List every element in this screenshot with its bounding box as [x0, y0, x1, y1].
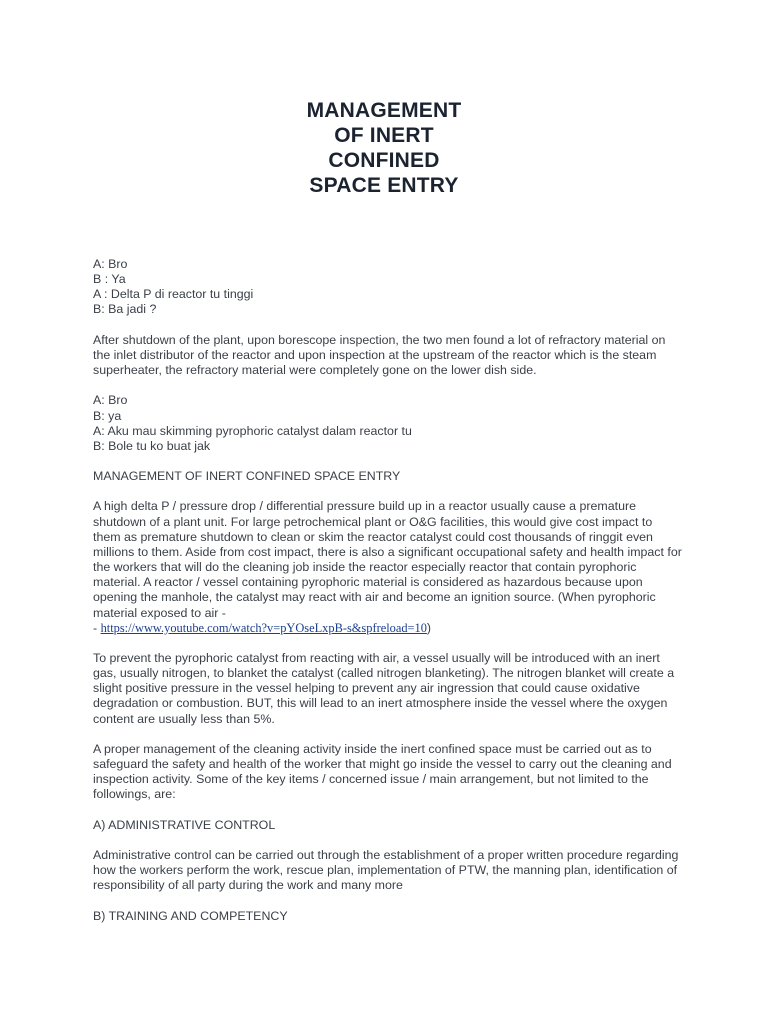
dialog-line: A: Bro [93, 257, 128, 271]
title-line: SPACE ENTRY [309, 174, 459, 197]
paragraph-delta-p [93, 499, 683, 635]
paragraph-management: A proper management of the cleaning activity inside the inert confined space must be carried out as to safeguard the safety and health of the worker that might go inside the vessel to carry out the cleaning and inspection activity. Some of the key items / concerned issue / main arrangement, but not limited to the followings, are: [93, 741, 672, 802]
section-heading-main: MANAGEMENT OF INERT CONFINED SPACE ENTRY [93, 469, 401, 484]
dialog-line: B: ya [93, 408, 122, 423]
dialog-block-2 [93, 393, 683, 454]
paragraph-admin: Administrative control can be carried out through the establishment of a proper written procedure regarding how the workers perform the work, rescue plan, implementation of PTW, the manning plan, identification of responsibility of all party during the work and many more [93, 847, 679, 893]
section-heading-admin: A) ADMINISTRATIVE CONTROL [93, 817, 276, 832]
title-line: CONFINED [328, 149, 440, 172]
dialog-line: A: Bro [93, 393, 128, 408]
paragraph-nitrogen: To prevent the pyrophoric catalyst from reacting with air, a vessel usually will be introduced with an inert gas, usually nitrogen, to blanket the catalyst (called nitrogen blanketing). The nitrogen blanket will create a slight positive pressure in the vessel helping to prevent any air ingression that could cause oxidative degradation or combustion. BUT, this will lead to an inert atmosphere inside the vessel where the oxygen content are usually less than 5%. [93, 650, 675, 726]
paragraph-inspection: After shutdown of the plant, upon borescope inspection, the two men found a lot of refractory material on the inlet distributor of the reactor and upon inspection at the upstream of the reactor which is the steam superheater, the refractory material were completely gone on the lower dish side. [93, 332, 666, 378]
paragraph-delta-p-text: A high delta P / pressure drop / differential pressure build up in a reactor usually cause a premature shutdown of a plant unit. For large petrochemical plant or O&G facilities, this would give cost impact to them as premature shutdown to clean or skim the reactor catalyst could cost thousands of ringgit even millions to them. Aside from cost impact, there is also a significant occupational safety and health impact for the workers that will do the cleaning job inside the reactor especially reactor that contain pyrophoric material. A reactor / vessel containing pyrophoric material is considered as hazardous because upon opening the manhole, the catalyst may react with air and become an ignition source. (When pyrophoric material exposed to air - [93, 499, 682, 620]
section-heading-training: B) TRAINING AND COMPETENCY [93, 908, 288, 923]
youtube-link[interactable]: https://www.youtube.com/watch?v=pYOseLxpB-s&spfreload=10 [100, 620, 427, 635]
dialog-line: B: Ba jadi ? [93, 302, 157, 317]
dialog-block-1 [93, 257, 683, 318]
link-suffix: ) [426, 620, 432, 635]
dialog-line: B : Ya [93, 272, 126, 287]
dialog-line: A: Aku mau skimming pyrophoric catalyst dalam reactor tu [93, 423, 412, 438]
dialog-line: A : Delta P di reactor tu tinggi [93, 287, 254, 302]
dialog-line: B: Bole tu ko buat jak [93, 438, 211, 453]
link-prefix: - [93, 620, 101, 635]
link-line [93, 621, 683, 636]
document-title [0, 98, 768, 198]
document-body [93, 257, 683, 939]
title-line: MANAGEMENT [306, 99, 462, 122]
title-line: OF INERT [334, 124, 434, 147]
